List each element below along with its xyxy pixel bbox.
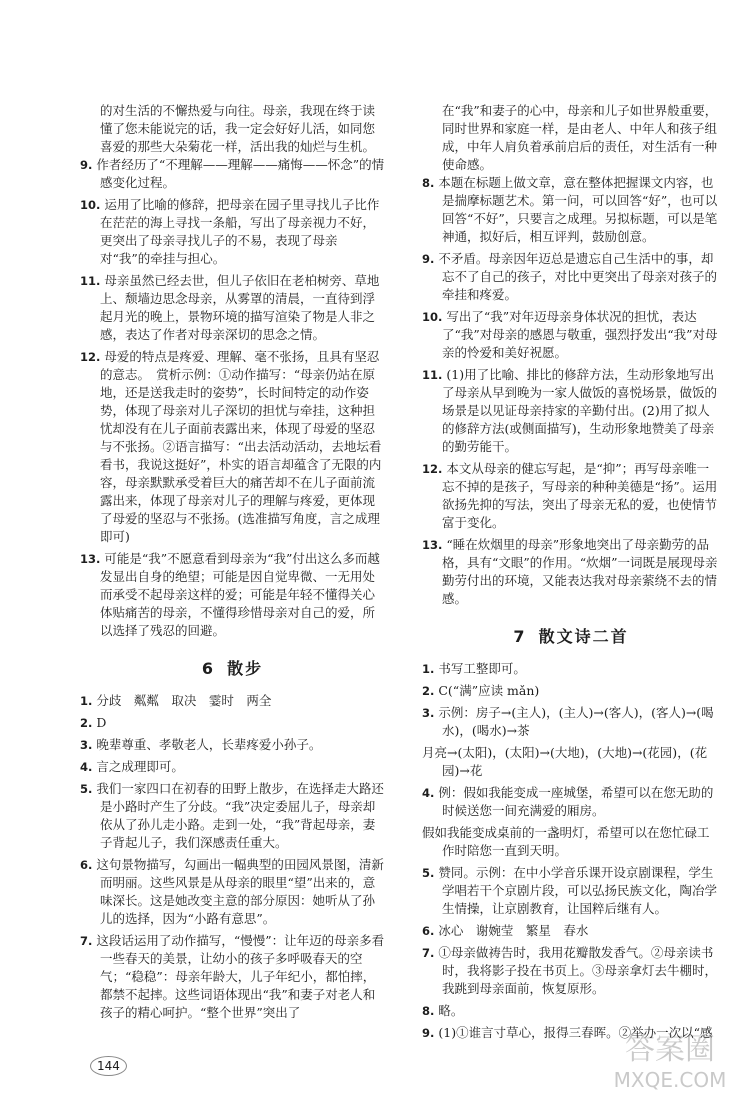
watermark-url: MXQE.COM: [613, 1068, 727, 1092]
answer-item: [422, 864, 720, 918]
answer-number: 5.: [422, 866, 435, 880]
continued-answer: 在“我”和妻子的心中，母亲和儿子如世界般重要，同时世界和家庭一样，是由老人、中年人和孩子组成，中年人肩负着承前启后的责任，对生活有一种使命感。: [442, 103, 718, 172]
answer-list: [80, 156, 385, 640]
answer-number: 9.: [422, 1026, 435, 1040]
answer-number: 9.: [80, 158, 93, 172]
answer-item: [80, 780, 385, 852]
answer-text: 例：假如我能变成一座城堡，希望可以在您无助的时候送您一间充满爱的厢房。: [438, 785, 714, 818]
answer-text: 略。: [438, 1003, 464, 1018]
answer-number: 4.: [422, 786, 435, 800]
answer-number: 10.: [422, 310, 443, 324]
answer-number: 12.: [80, 350, 101, 364]
answer-text: 作者经历了“不理解——理解——痛悔——怀念”的情感变化过程。: [96, 157, 385, 190]
answer-item: [422, 308, 720, 362]
page-number: 144: [90, 1056, 127, 1076]
answer-item: [422, 460, 720, 532]
section-title: 散步: [227, 659, 264, 678]
answer-number: 10.: [80, 198, 101, 212]
answer-text: D: [96, 715, 107, 730]
answer-text: 假如我能变成桌前的一盏明灯，希望可以在您忙碌工作时陪您一直到天明。: [422, 825, 710, 858]
answer-number: 3.: [80, 738, 93, 752]
section-number: 6: [201, 659, 216, 678]
answer-number: 3.: [422, 706, 435, 720]
answer-number: 7.: [422, 946, 435, 960]
answer-item: [422, 660, 720, 678]
section-number: 7: [513, 627, 527, 646]
answer-item: [422, 824, 720, 860]
answer-number: 7.: [80, 934, 93, 948]
answer-number: 1.: [422, 662, 435, 676]
answer-text: 可能是“我”不愿意看到母亲为“我”付出这么多而越发显出自身的绝望；可能是因自觉卑微、一无用处而承受不起母亲这样的爱；可能是年轻不懂得关心体贴痛苦的母亲，不懂得珍惜母亲对自己的爱，所以选择了残忍的回避。: [100, 551, 380, 638]
answer-number: 13.: [80, 552, 101, 566]
answer-text: 这段话运用了动作描写，“慢慢”：让年迈的母亲多看一些春天的美景，让幼小的孩子多呼吸春天的空气；“稳稳”：母亲年龄大，儿子年纪小，都怕摔，都禁不起摔。这些词语体现出“我”和妻子对老人和孩子的精心呵护。“整个世界”突出了: [96, 933, 385, 1020]
answer-number: 11.: [80, 274, 101, 288]
answer-text: 母亲虽然已经去世，但儿子依旧在老柏树旁、草地上、颓墙边思念母亲，从雾罩的清晨，一直待到浮起月光的晚上，景物环境的描写渲染了物是人非之感，表达了作者对母亲深切的思念之情。: [100, 273, 380, 342]
answer-item: [80, 932, 385, 1022]
answer-text: ①母亲做祷告时，我用花瓣散发香气。②母亲读书时，我将影子投在书页上。③母亲拿灯去牛棚时，我跳到母亲面前，恢复原形。: [438, 945, 718, 996]
answer-item: [422, 174, 720, 246]
answer-text: 月亮→(太阳)，(太阳)→(大地)，(大地)→(花园)，(花园)→花: [422, 745, 708, 778]
answer-text: 示例：房子→(主人)，(主人)→(客人)，(客人)→(喝水)，(喝水)→茶: [438, 705, 714, 738]
left-column: [80, 102, 385, 1026]
watermark-text: 答案圈: [625, 1032, 715, 1067]
answer-item: [80, 758, 385, 776]
answer-item: [80, 156, 385, 192]
answer-item: [80, 272, 385, 344]
answer-text: (1)用了比喻、排比的修辞方法，生动形象地写出了母亲从早到晚为一家人做饭的喜悦场景，做饭的场景是以见证母亲持家的辛勤付出。(2)用了拟人的修辞方法(或侧面描写)，生动形象地赞美了母亲的勤劳能干。: [442, 367, 718, 454]
continued-answer: 的对生活的不懈热爱与向往。母亲，我现在终于读懂了您未能说完的话，我一定会好好儿活，如同您喜爱的那些大朵菊花一样，活出我的灿烂与生机。: [100, 103, 376, 154]
answer-text: “睡在炊烟里的母亲”形象地突出了母亲勤劳的品格，具有“文眼”的作用。“炊烟”一词既是展现母亲勤劳付出的环境，又能表达我对母亲萦绕不去的情感。: [442, 537, 718, 606]
section-heading-6: [80, 660, 385, 678]
answer-text: 我们一家四口在初春的田野上散步，在选择走大路还是小路时产生了分歧。“我”决定委屈儿子，母亲却依从了孙儿走小路。走到一处，“我”背起母亲，妻子背起儿子，我们深感责任重大。: [96, 781, 384, 850]
answer-item: [422, 922, 720, 940]
right-column: [422, 102, 720, 1046]
answer-item: [80, 550, 385, 640]
answer-number: 6.: [80, 858, 93, 872]
answer-text: 母爱的特点是疼爱、理解、毫不张扬，且具有坚忍的意志。 赏析示例：①动作描写：“母亲仍站在原地，还是送我走时的姿势”，长时间特定的动作姿势，体现了母亲对儿子深切的担忧与牵挂，这种担忧却没有在儿子面前表露出来，体现了母爱的坚忍与不张扬。②语言描写：“出去活动活动，去地坛看看书，我说这挺好”，朴实的语言却蕴含了无限的内容，母亲默默承受着巨大的痛苦却不在儿子面前流露出来，体现了母亲对儿子的理解与疼爱，更体现了母爱的坚忍与不张扬。(选准描写角度，言之成理即可): [100, 349, 382, 544]
answer-text: 本题在标题上做文章，意在整体把握课文内容，也是揣摩标题艺术。第一问，可以回答“好”，也可以回答“不好”，只要言之成理。另拟标题，可以是笔神通，拟好后，相互评判，鼓励创意。: [438, 175, 718, 244]
section-title: 散文诗二首: [538, 627, 629, 646]
answer-number: 11.: [422, 368, 443, 382]
answer-item: [80, 692, 385, 710]
answer-text: 运用了比喻的修辞，把母亲在园子里寻找儿子比作在茫茫的海上寻找一条船，写出了母亲视力不好，更突出了母亲寻找儿子的不易，表现了母亲对“我”的牵挂与担心。: [100, 197, 380, 266]
answer-item: [80, 736, 385, 754]
answer-text: 书写工整即可。: [438, 661, 526, 676]
answer-number: 2.: [422, 684, 435, 698]
answer-number: 8.: [422, 1004, 435, 1018]
answer-text: 冰心 谢婉莹 繁星 春水: [438, 923, 589, 938]
answer-item: [422, 1002, 720, 1020]
answer-number: 13.: [422, 538, 443, 552]
answer-number: 2.: [80, 716, 93, 730]
answer-number: 4.: [80, 760, 93, 774]
answer-text: 写出了“我”对年迈母亲身体状况的担忧，表达了“我”对母亲的感恩与敬重，强烈抒发出“我”对母亲的怜爱和美好祝愿。: [442, 309, 718, 360]
answer-text: 这句景物描写，勾画出一幅典型的田园风景图，清新而明丽。这些风景是从母亲的眼里“望”出来的，意味深长。这是她改变主意的部分原因：她听从了孙儿的选择，因为“小路有意思”。: [96, 857, 384, 926]
answer-item: [422, 366, 720, 456]
answer-item: [80, 196, 385, 268]
answer-text: (1)①谁言寸草心，报得三春晖。②举办一次以“感: [438, 1025, 713, 1040]
answer-text: 本文从母亲的健忘写起，是“抑”；再写母亲唯一忘不掉的是孩子，写母亲的种种美德是“扬”。运用欲扬先抑的写法，突出了母亲无私的爱，也使情节富于变化。: [442, 461, 718, 530]
answer-item: [80, 856, 385, 928]
answer-text: C(“满”应读 mǎn): [438, 683, 540, 698]
watermark-logo: [600, 1019, 740, 1099]
answer-item: [422, 250, 720, 304]
answer-number: 9.: [422, 252, 435, 266]
answer-item: [422, 536, 720, 608]
answer-item: [80, 348, 385, 546]
answer-list: [422, 174, 720, 608]
answer-number: 12.: [422, 462, 443, 476]
answer-number: 1.: [80, 694, 93, 708]
answer-number: 6.: [422, 924, 435, 938]
section-answer-list: [80, 692, 385, 1022]
answer-text: 分歧 粼粼 取决 霎时 两全: [96, 693, 272, 708]
answer-number: 8.: [422, 176, 435, 190]
answer-item: [80, 714, 385, 732]
answer-item: [422, 682, 720, 700]
answer-item: [422, 784, 720, 820]
answer-text: 赞同。示例：在中小学音乐课开设京剧课程，学生学唱若干个京剧片段，可以弘扬民族文化，陶冶学生情操，让京剧教育，让国粹后继有人。: [438, 865, 718, 916]
answer-text: 言之成理即可。: [96, 759, 184, 774]
answer-item: [422, 704, 720, 740]
answer-number: 5.: [80, 782, 93, 796]
answer-item: [422, 744, 720, 780]
answer-text: 晚辈尊重、孝敬老人，长辈疼爱小孙子。: [96, 737, 322, 752]
section-answer-list: [422, 660, 720, 1042]
section-heading-7: [422, 628, 720, 646]
answer-item: [422, 944, 720, 998]
answer-text: 不矛盾。母亲因年迈总是遗忘自己生活中的事，却忘不了自己的孩子，对比中更突出了母亲对孩子的牵挂和疼爱。: [438, 251, 718, 302]
